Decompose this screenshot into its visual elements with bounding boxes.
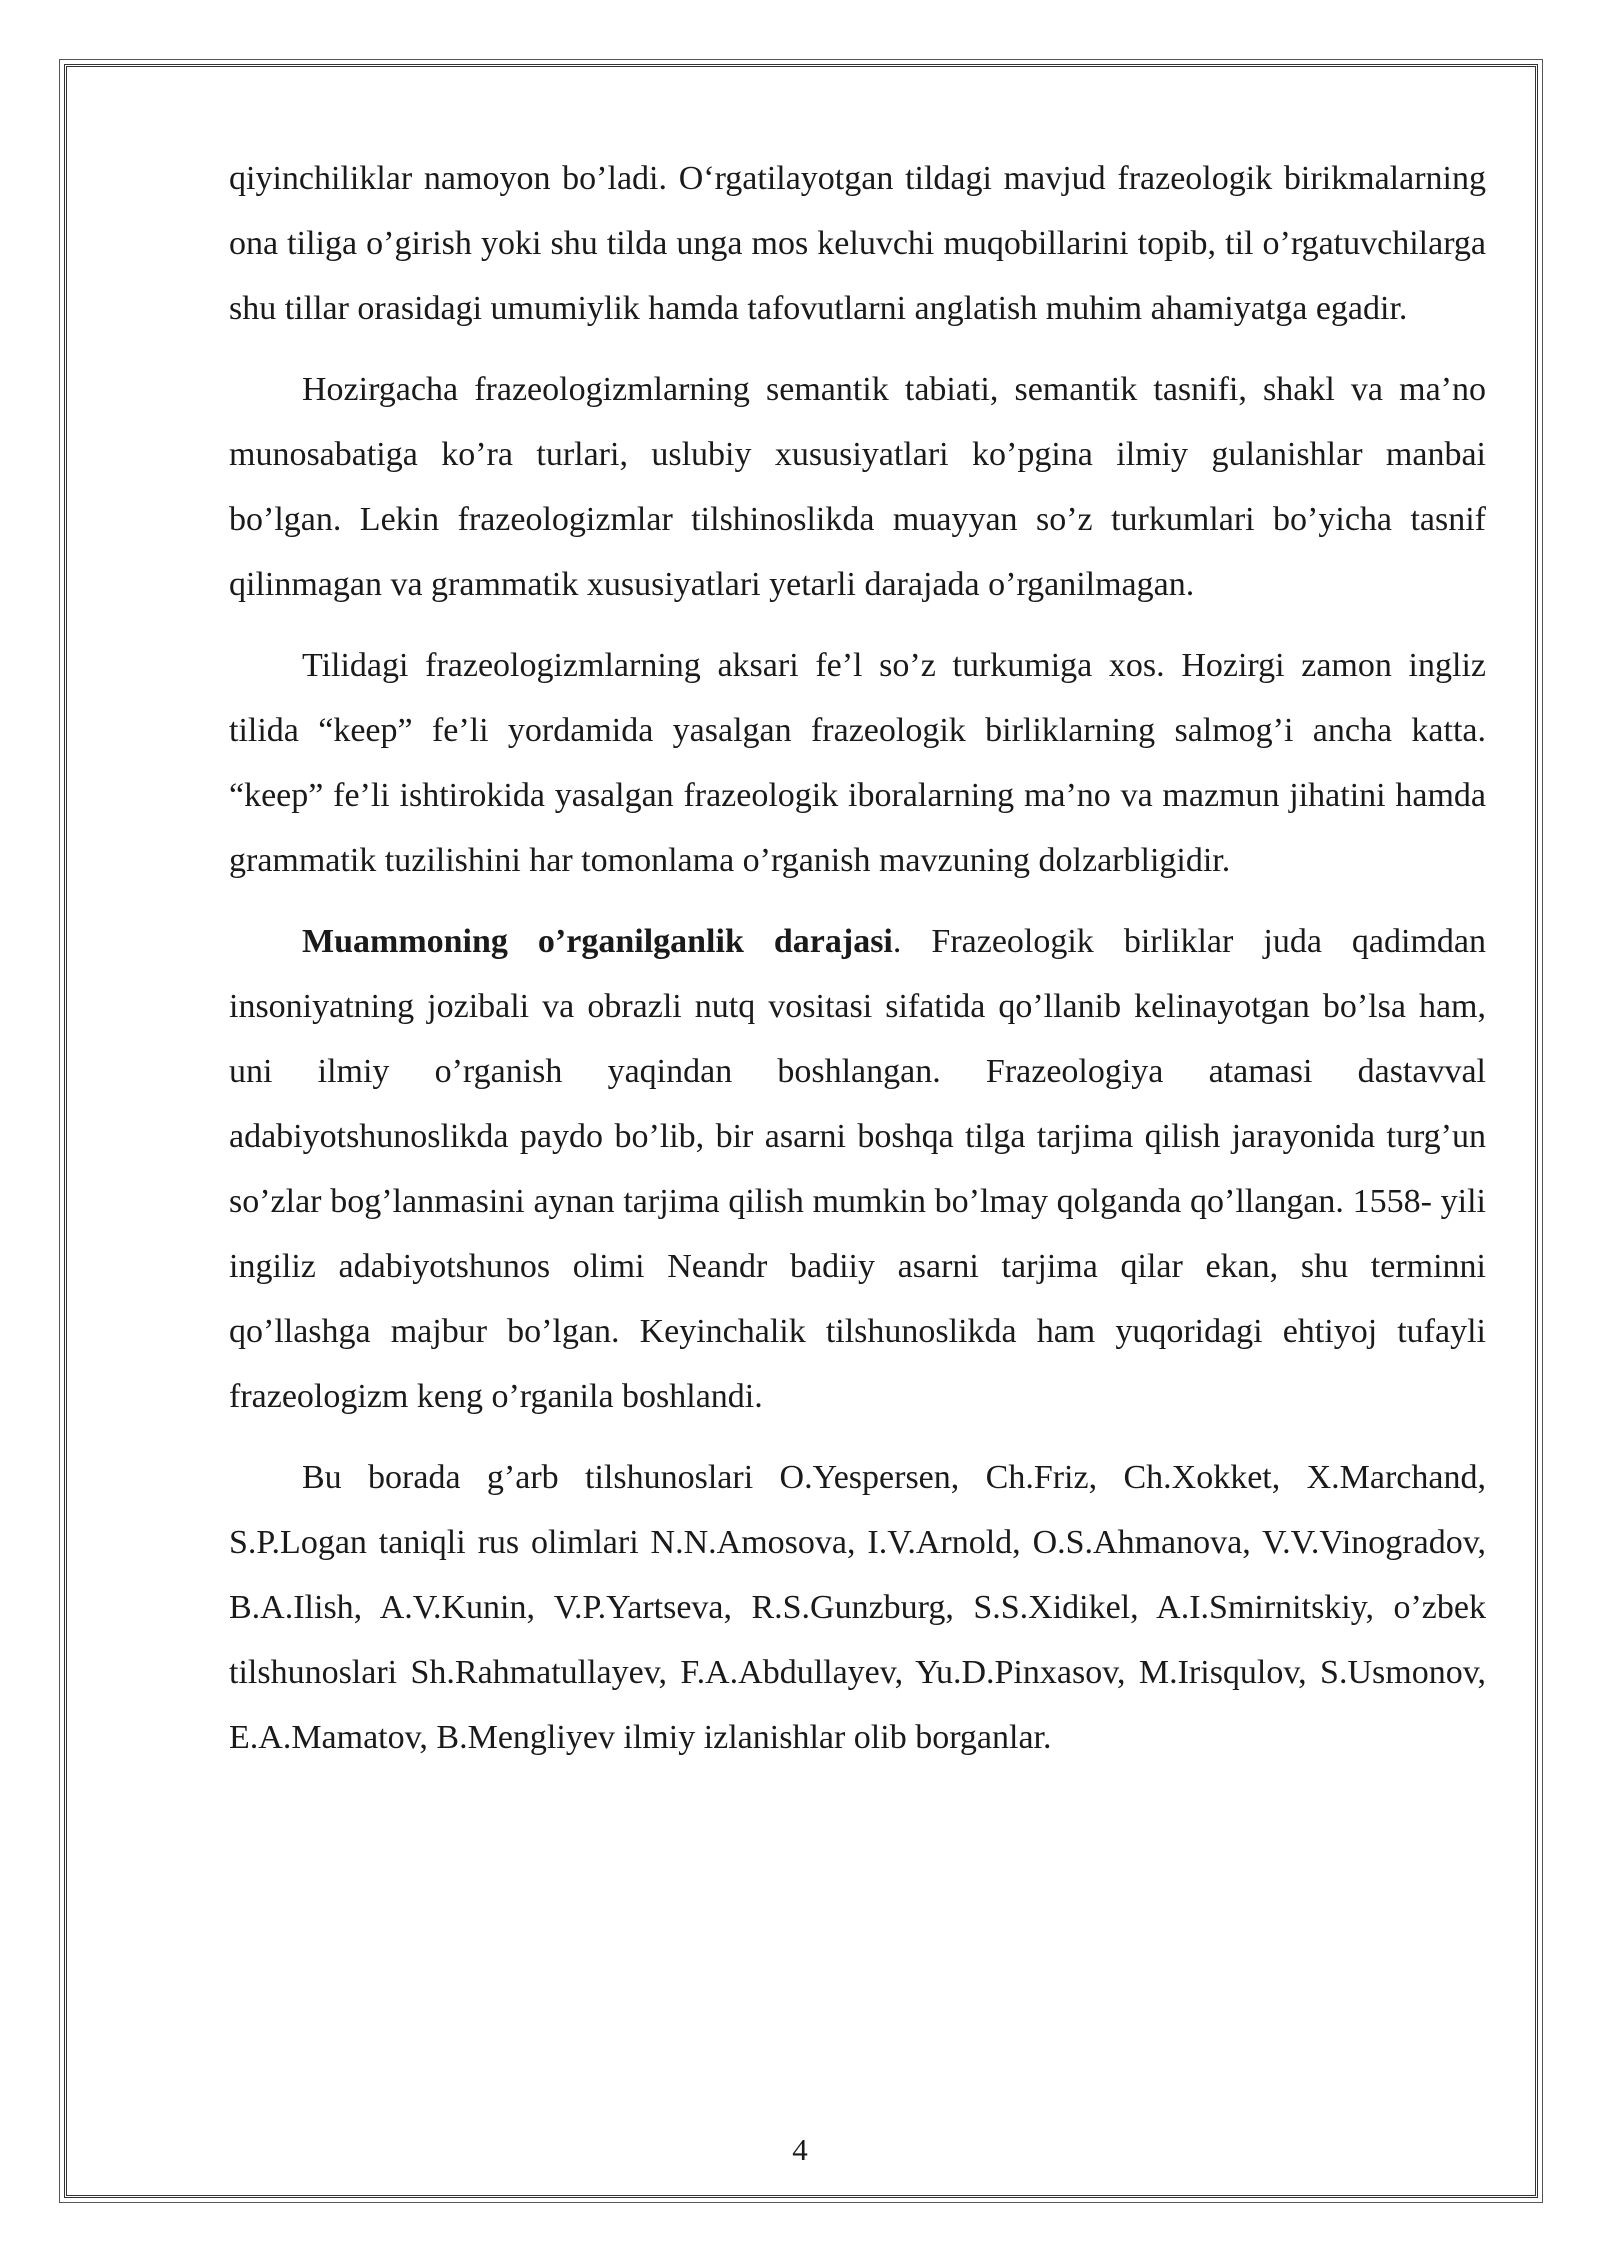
- page-number: 4: [792, 2132, 808, 2167]
- document-body: [229, 146, 1486, 1786]
- section-heading: Muammoning o’rganilganlik darajasi: [302, 923, 893, 960]
- paragraph-3-text: Tilidagi frazeologizmlarning aksari fe’l so’z turkumiga xos. Hozirgi zamon ingliz tilida “keep” fe’li yordamida yasalgan frazeologik birliklarning salmog’i ancha katta. “keep” fe’li ishtirokida yasalgan frazeologik iboralarning ma’no va mazmun jihatini hamda grammatik tuzilishini har tomonlama o’rganish mavzuning dolzarbligidir.: [229, 647, 1486, 879]
- paragraph-2-text: Hozirgacha frazeologizmlarning semantik tabiati, semantik tasnifi, shakl va ma’no munosabatiga ko’ra turlari, uslubiy xususiyatlari ko’pgina ilmiy gulanishlar manbai bo’lgan. Lekin frazeologizmlar tilshinoslikda muayyan so’z turkumlari bo’yicha tasnif qilinmagan va grammatik xususiyatlari yetarli darajada o’rganilmagan.: [229, 371, 1486, 603]
- paragraph-5: [229, 1445, 1486, 1770]
- paragraph-5-text: Bu borada g’arb tilshunoslari O.Yespersen, Ch.Friz, Ch.Xokket, X.Marchand, S.P.Logan taniqli rus olimlari N.N.Amosova, I.V.Arnold, O.S.Ahmanova, V.V.Vinogradov, B.A.Ilish, A.V.Kunin, V.P.Yartseva, R.S.Gunzburg, S.S.Xidikel, A.I.Smirnitskiy, o’zbek tilshunoslari Sh.Rahmatullayev, F.A.Abdullayev, Yu.D.Pinxasov, M.Irisqulov, S.Usmonov, E.A.Mamatov, B.Mengliyev ilmiy izlanishlar olib borganlar.: [229, 1459, 1486, 1756]
- paragraph-4-text: . Frazeologik birliklar juda qadimdan insoniyatning jozibali va obrazli nutq vositasi sifatida qo’llanib kelinayotgan bo’lsa ham, uni ilmiy o’rganish yaqindan boshlangan. Frazeologiya atamasi dastavval adabiyotshunoslikda paydo bo’lib, bir asarni boshqa tilga tarjima qilish jarayonida turg’un so’zlar bog’lanmasini aynan tarjima qilish mumkin bo’lmay qolganda qo’llangan. 1558- yili ingiliz adabiyotshunos olimi Neandr badiiy asarni tarjima qilar ekan, shu terminni qo’llashga majbur bo’lgan. Keyinchalik tilshunoslikda ham yuqoridagi ehtiyoj tufayli frazeologizm keng o’rganila boshlandi.: [229, 923, 1487, 1415]
- paragraph-1-text: qiyinchiliklar namoyon bo’ladi. O‘rgatilayotgan tildagi mavjud frazeologik birikmalarning ona tiliga o’girish yoki shu tilda unga mos keluvchi muqobillarini topib, til o’rgatuvchilarga shu tillar orasidagi umumiylik hamda tafovutlarni anglatish muhim ahamiyatga egadir.: [229, 160, 1486, 327]
- paragraph-4: [229, 909, 1486, 1429]
- paragraph-1: [229, 146, 1486, 341]
- paragraph-3: [229, 633, 1486, 893]
- paragraph-2: [229, 357, 1486, 617]
